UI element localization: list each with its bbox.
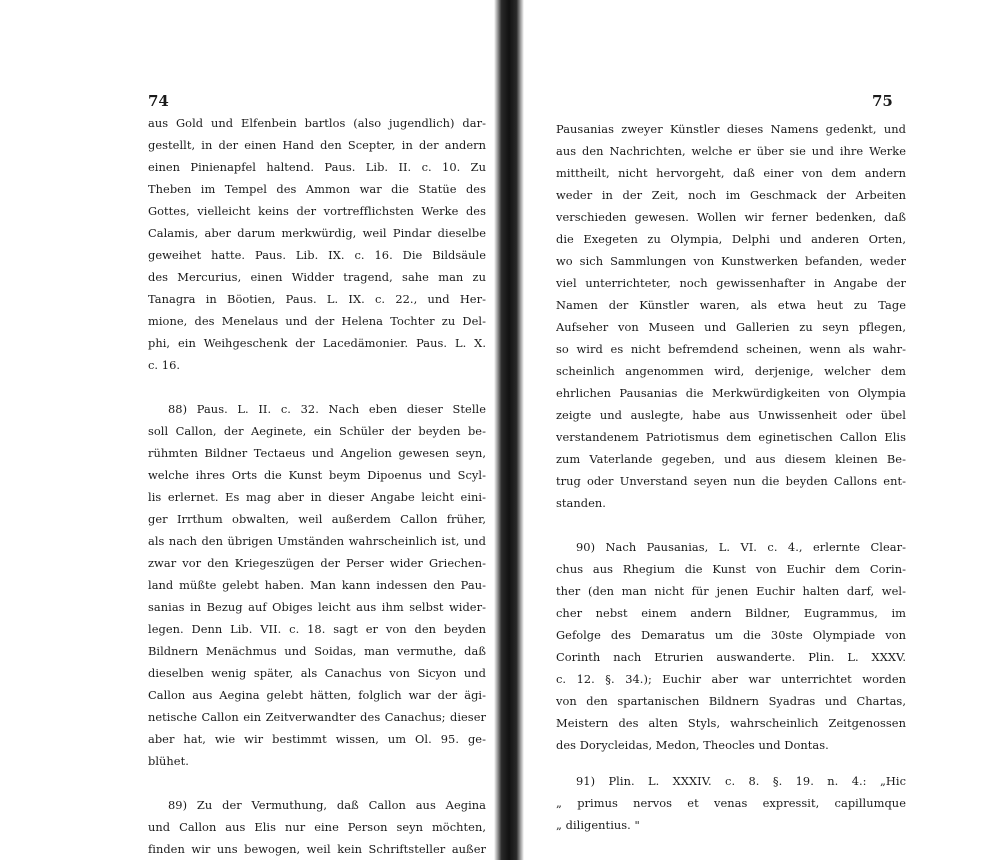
text-line: „ primus nervos et venas expressit, capillumque	[556, 796, 906, 810]
text-line: zeigte und auslegte, habe aus Unwissenheit oder übel	[556, 408, 906, 422]
left-page	[0, 0, 494, 860]
left-page-text	[148, 112, 486, 860]
text-line: dieselben wenig später, als Canachus von Sicyon und	[148, 666, 486, 680]
text-line: phi, ein Weihgeschenk der Lacedämonier. Paus. L. X.	[148, 336, 486, 350]
text-line: c. 16.	[148, 358, 181, 372]
text-line: mione, des Menelaus und der Helena Tochter zu Del-	[148, 314, 486, 328]
text-line: scheinlich angenommen wird, derjenige, welcher dem	[556, 364, 906, 378]
text-line: ther (den man nicht für jenen Euchir halten darf, wel-	[556, 584, 906, 598]
book-gutter	[494, 0, 524, 860]
text-line: 91) Plin. L. XXXIV. c. 8. §. 19. n. 4.: „Hic	[576, 774, 906, 788]
text-line: von den spartanischen Bildnern Syadras und Chartas,	[556, 694, 906, 708]
footnote-89-continued	[556, 118, 906, 514]
text-line: lis erlernet. Es mag aber in dieser Angabe leicht eini-	[148, 490, 486, 504]
text-line: rühmten Bildner Tectaeus und Angelion gewesen seyn,	[148, 446, 486, 460]
text-line: Calamis, aber darum merkwürdig, weil Pindar dieselbe	[148, 226, 486, 240]
text-line: Pausanias zweyer Künstler dieses Namens gedenkt, und	[556, 122, 906, 136]
text-line: ehrlichen Pausanias die Merkwürdigkeiten von Olympia	[556, 386, 906, 400]
text-line: zum Vaterlande gegeben, und aus diesem kleinen Be-	[556, 452, 906, 466]
text-line: verstandenem Patriotismus dem eginetischen Callon Elis	[556, 430, 906, 444]
text-line: welche ihres Orts die Kunst beym Dipoenus und Scyl-	[148, 468, 486, 482]
text-line: legen. Denn Lib. VII. c. 18. sagt er von den beyden	[148, 622, 486, 636]
paragraph-gap	[556, 514, 906, 536]
text-line: sanias in Bezug auf Obiges leicht aus ihm selbst wider-	[148, 600, 486, 614]
text-line: geweihet hatte. Paus. Lib. IX. c. 16. Die Bildsäule	[148, 248, 486, 262]
paragraph-gap	[148, 772, 486, 794]
text-line: gestellt, in der einen Hand den Scepter, in der andern	[148, 138, 486, 152]
text-line: Corinth nach Etrurien auswanderte. Plin. L. XXXV.	[556, 650, 906, 664]
text-line: und Callon aus Elis nur eine Person seyn möchten,	[148, 820, 486, 834]
text-line: einen Pinienapfel haltend. Paus. Lib. II. c. 10. Zu	[148, 160, 486, 174]
right-page-number: 75	[872, 92, 893, 110]
text-line: weder in der Zeit, noch im Geschmack der Arbeiten	[556, 188, 906, 202]
text-line: mittheilt, nicht hervorgeht, daß einer von dem andern	[556, 166, 906, 180]
text-line: aber hat, wie wir bestimmt wissen, um Ol. 95. ge-	[148, 732, 486, 746]
text-line: ger Irrthum obwalten, weil außerdem Callon früher,	[148, 512, 486, 526]
text-line: verschieden gewesen. Wollen wir ferner bedenken, daß	[556, 210, 906, 224]
footnote-89	[148, 794, 486, 860]
text-line: Namen der Künstler waren, als etwa heut zu Tage	[556, 298, 906, 312]
paragraph-87-continued	[148, 112, 486, 376]
text-line: aus den Nachrichten, welche er über sie und ihre Werke	[556, 144, 906, 158]
text-line: zwar vor den Kriegeszügen der Perser wider Griechen-	[148, 556, 486, 570]
right-page	[524, 0, 1000, 860]
text-line: finden wir uns bewogen, weil kein Schriftsteller außer	[148, 842, 486, 856]
paragraph-gap	[148, 376, 486, 398]
text-line: des Dorycleidas, Medon, Theocles und Dontas.	[556, 738, 829, 752]
text-line: trug oder Unverstand seyen nun die beyden Callons ent-	[556, 474, 906, 488]
footnote-88	[148, 398, 486, 772]
text-line: aus Gold und Elfenbein bartlos (also jugendlich) dar-	[148, 116, 486, 130]
text-line: soll Callon, der Aeginete, ein Schüler der beyden be-	[148, 424, 486, 438]
text-line: blühet.	[148, 754, 189, 768]
text-line: so wird es nicht befremdend scheinen, wenn als wahr-	[556, 342, 906, 356]
text-line: 90) Nach Pausanias, L. VI. c. 4., erlernte Clear-	[576, 540, 906, 554]
text-line: chus aus Rhegium die Kunst von Euchir dem Corin-	[556, 562, 906, 576]
text-line: cher nebst einem andern Bildner, Eugrammus, im	[556, 606, 906, 620]
text-line: Gefolge des Demaratus um die 30ste Olympiade von	[556, 628, 906, 642]
text-line: wo sich Sammlungen von Kunstwerken befanden, weder	[556, 254, 906, 268]
footnote-91	[556, 770, 906, 836]
text-line: Bildnern Menächmus und Soidas, man vermuthe, daß	[148, 644, 486, 658]
text-line: netische Callon ein Zeitverwandter des Canachus; dieser	[148, 710, 486, 724]
text-line: Aufseher von Museen und Gallerien zu seyn pflegen,	[556, 320, 906, 334]
text-line: viel unterrichteter, noch gewissenhafter in Angabe der	[556, 276, 906, 290]
text-line: Gottes, vielleicht keins der vortrefflichsten Werke des	[148, 204, 486, 218]
text-line: standen.	[556, 496, 606, 510]
text-line: Theben im Tempel des Ammon war die Statüe des	[148, 182, 486, 196]
text-line: Tanagra in Böotien, Paus. L. IX. c. 22., und Her-	[148, 292, 486, 306]
text-line: „ diligentius. "	[556, 818, 640, 832]
left-page-number: 74	[148, 92, 169, 110]
text-line: c. 12. §. 34.); Euchir aber war unterrichtet worden	[556, 672, 906, 686]
text-line: 89) Zu der Vermuthung, daß Callon aus Aegina	[168, 798, 486, 812]
right-page-text	[556, 118, 906, 836]
text-line: 88) Paus. L. II. c. 32. Nach eben dieser Stelle	[168, 402, 486, 416]
text-line: die Exegeten zu Olympia, Delphi und anderen Orten,	[556, 232, 906, 246]
text-line: des Mercurius, einen Widder tragend, sahe man zu	[148, 270, 486, 284]
text-line: Meistern des alten Styls, wahrscheinlich Zeitgenossen	[556, 716, 906, 730]
paragraph-gap	[556, 756, 906, 770]
text-line: land müßte gelebt haben. Man kann indessen den Pau-	[148, 578, 486, 592]
text-line: Callon aus Aegina gelebt hätten, folglich war der ägi-	[148, 688, 486, 702]
footnote-90	[556, 536, 906, 756]
text-line: als nach den übrigen Umständen wahrscheinlich ist, und	[148, 534, 486, 548]
